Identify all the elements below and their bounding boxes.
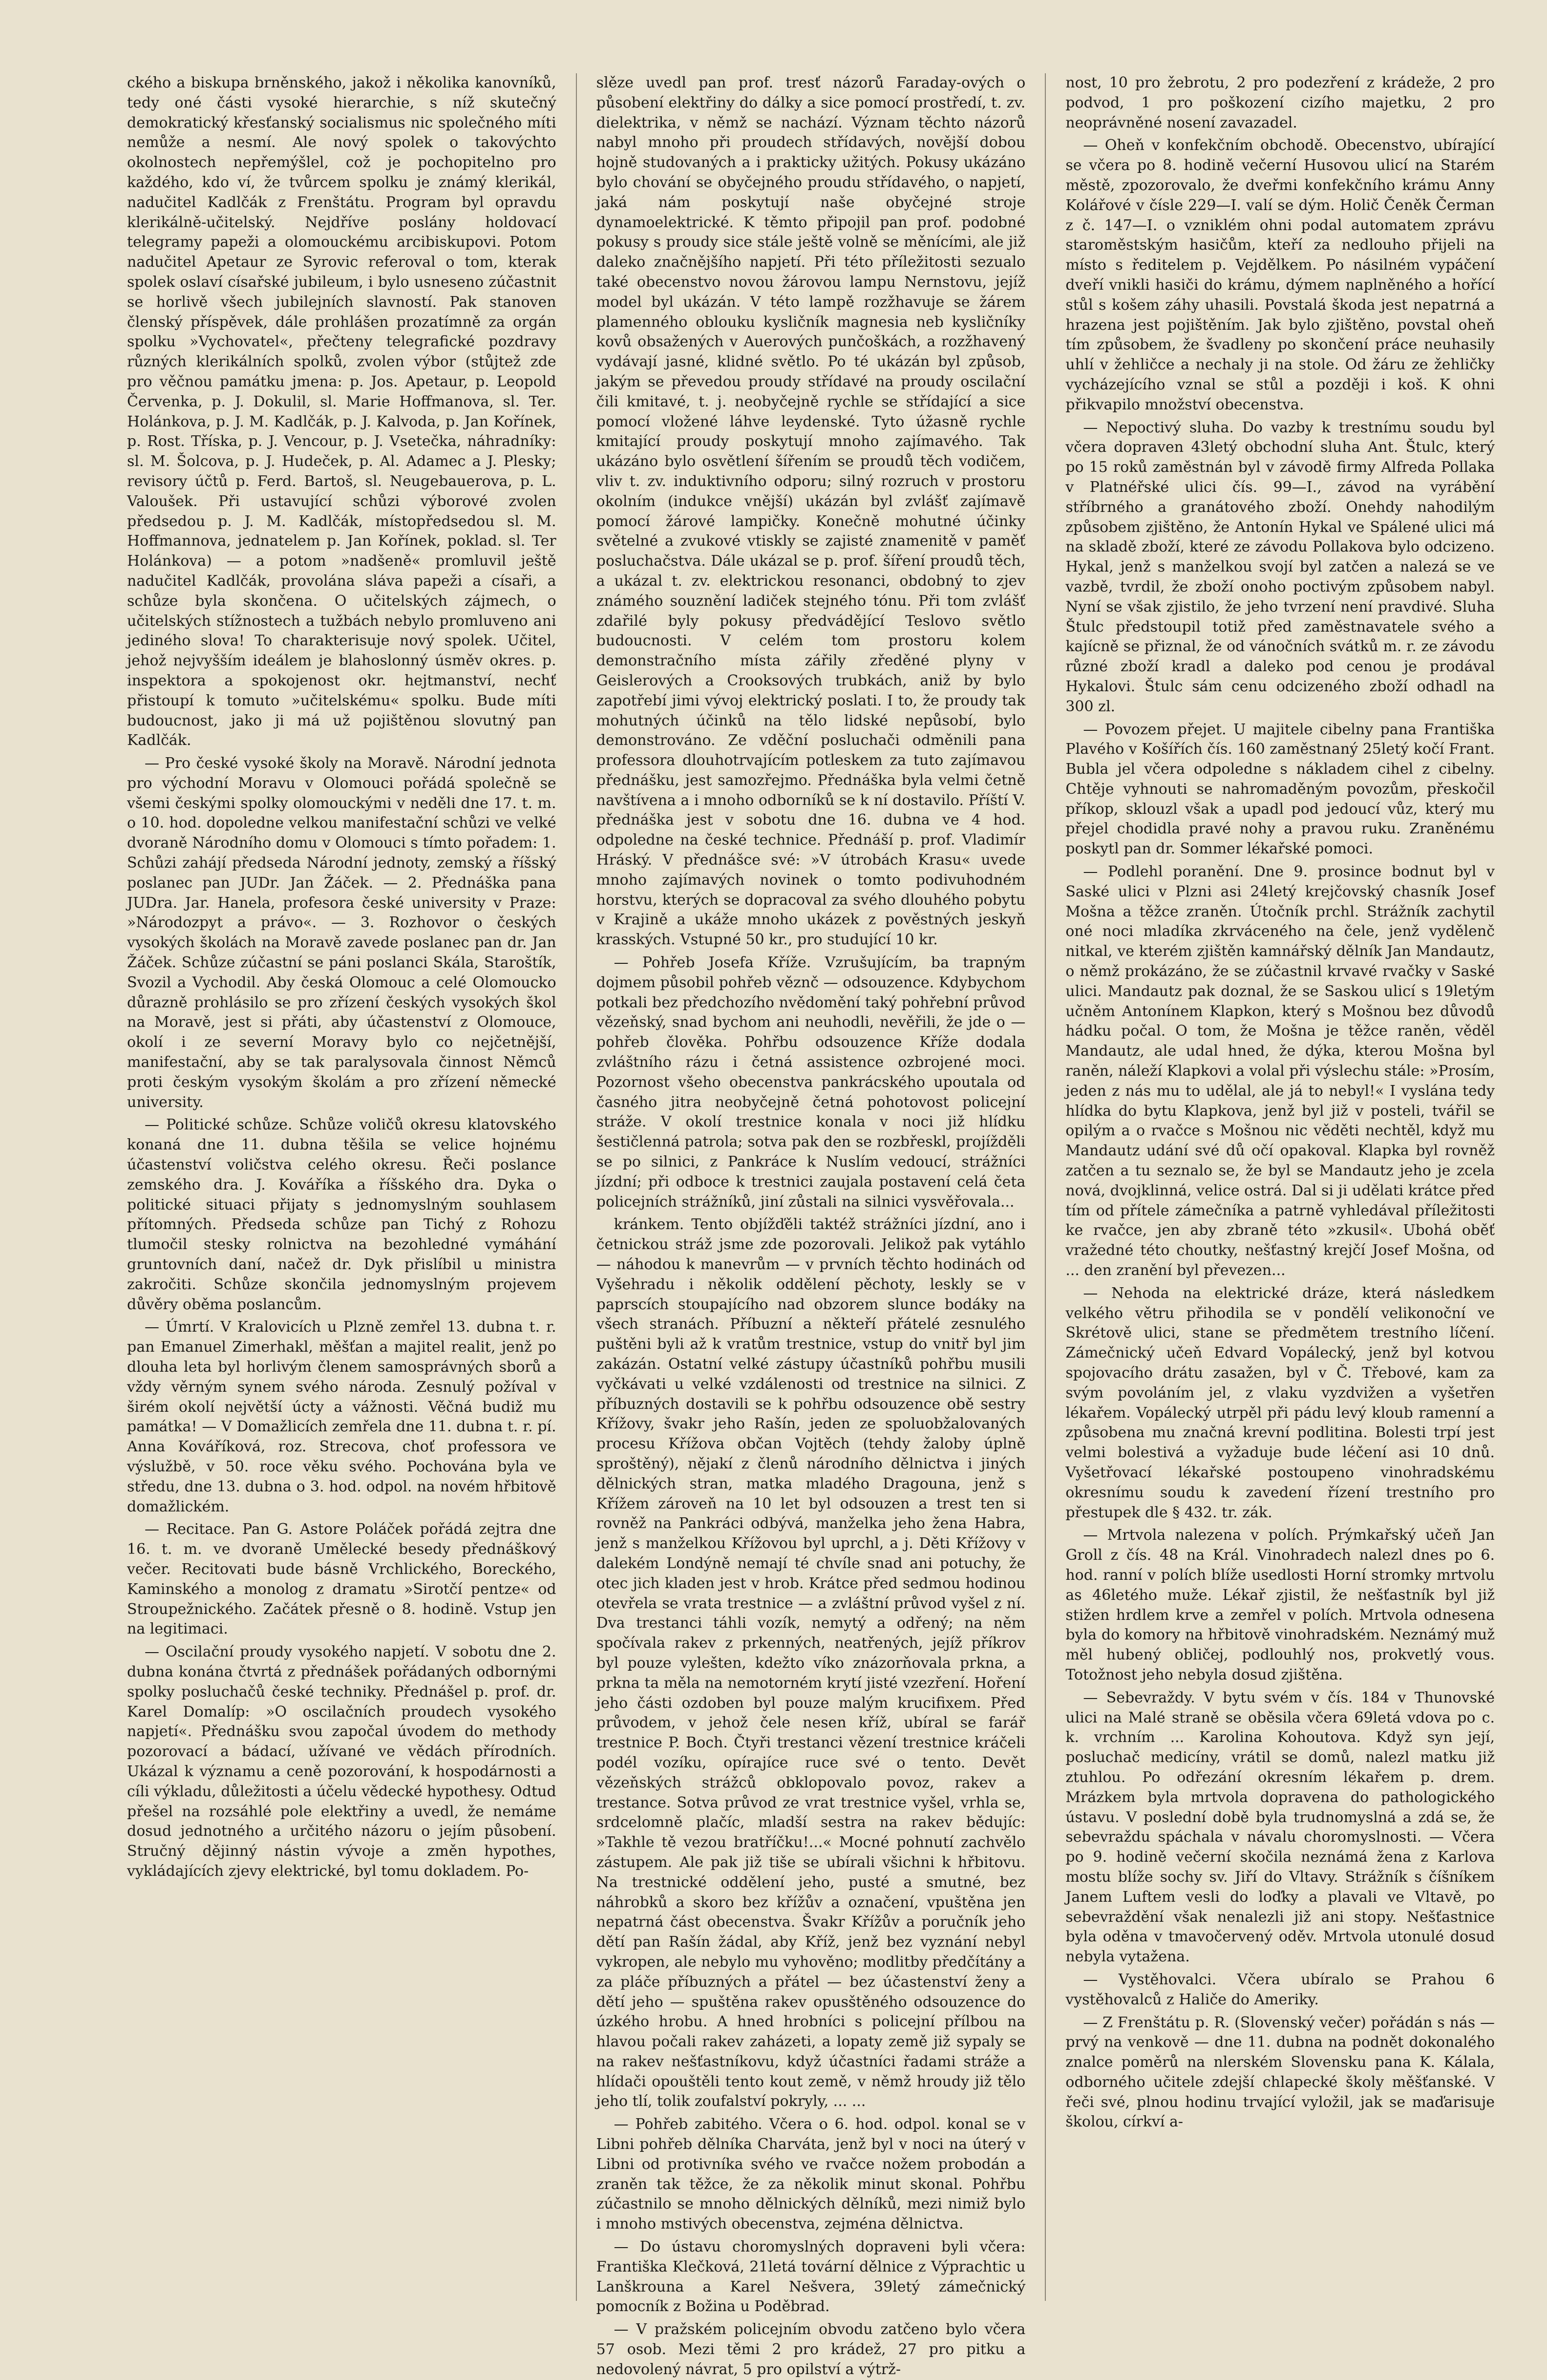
column-1: [127, 73, 556, 2301]
article-paragraph: kránkem. Tento objížďěli taktéž strážníci jízdní, ano i četnickou stráž jsme zde pozorovali. Jelikož pak vytáhlo — náhodou k manevrům — v prvních těchto hodinách od Vyšehradu i několik oddělení pěchoty, leskly se v paprscích stoupajícího nad obzorem slunce bodáky na všech stranách. Příbuzní a někteří přátelé zesnulého puštěni byli až k vratům trestnice, vstup do vnitř byl jim zakázán. Ostatní velké zástupy účastníků pohřbu musili vyčkávati u velké vzdálenosti od trestnice na silnici. Z příbuzných dostavili se k pohřbu odsouzence obě sestry Křížovy, švakr jeho Rašín, jeden ze spoluobžalovaných procesu Křížova občan Vojtěch (tehdy žaloby úplně sproštěný), nějakí z členů národního dělnictva i jiných dělnických stran, matka mladého Dragouna, jenž s Křížem zároveň na 10 let byl odsouzen a trest ten si rovněž na Pankráci odbývá, manželka jeho žena Habra, jenž s manželkou Křížovou byl uprchl, a j. Děti Křížovy v dalekém Londýně nemají té chvíle snad ani potuchy, že otec jich kladen jest v hrob. Krátce před sedmou hodinou otevřela se vrata trestnice — a zvláštní průvod vyšel z ní. Dva trestanci táhli vozík, nemytý a odřený; na něm spočívala rakev z prkenných, neatřených, jejíž příkrov byl pouze vylešten, kdežto víko znázorňovala prkna, a prkna ta měla na nemotorném krytí jisté vzezření. Hoření jeho části ozdoben byl pouze malým krucifixem. Před průvodem, v jehož čele nesen kříž, ubíral se farář trestnice P. Boch. Čtyři trestanci vězení trestnice kráčeli podél vozíku, opírajíce ruce své o tento. Devět vězeňských strážců obklopovalo povoz, rakev a trestance. Sotva průvod ze vrat trestnice vyšel, vrhla se, srdcelomně plačíc, mladší sestra na rakev bědujíc: »Takhle tě vezou bratříčku!...« Mocné pohnutí zachvělo zástupem. Ale pak již tiše se ubírali všichni k hřbitovu. Na trestnické oddělení jeho, pusté a smutné, bez náhrobků a skoro bez křížův a označení, vpuštěna jen nepatrná část obecenstva. Švakr Křížův a poručník jeho dětí pan Rašín žádal, aby Kříž, jenž bez vyznání nebyl vykropen, ale nebylo mu vyhověno; modlitby předčítány a za pláče příbuzných a přátel — bez účastenství ženy a dětí jeho — spuštěna rakev opusštěného odsouzence do úzkého hrobu. A hned hrobníci s policejní přílbou na hlavou počali rakev zaházeti, a lopaty země již sypaly se na rakev nešťastníkovu, když účastníci řadami stráže a hlídači opouštěli tento kout země, v němž hroudy již tělo jeho tlí, tolik zoufalství pokryly, ... ...: [596, 1216, 1026, 2110]
article-paragraph: — Oscilační proudy vysokého napjetí. V sobotu dne 2. dubna konána čtvrtá z přednášek pořádaných odbornými spolky posluchačů české techniky. Přednášel p. prof. dr. Karel Domalíp: »O oscilačních proudech vysokého napjetí«. Přednášku svou započal úvodem do methody pozorovací a bádací, užívané ve vědách přírodních. Ukázal k významu a ceně pozorování, k hospodárnosti a cíli výkladu, důležitosti a účelu vědecké hypothesy. Odtud přešel na rozsáhlé pole elektřiny a uvedl, že nemáme dosud jednotného a určitého názoru o jejím působení. Stručný dějinný nástin vývoje a změn hypothes, vykládajících zjevy elektrické, byl tomu dokladem. Po-: [127, 1643, 556, 1880]
column-divider: [576, 73, 577, 2301]
article-paragraph: — Mrtvola nalezena v polích. Prýmkařský učeň Jan Groll z čís. 48 na Král. Vinohradech nalezl dnes po 6. hod. ranní v polích blíže usedlosti Horní stromky mrtvolu as 46letého muže. Lékař zjistil, že nešťastník byl již stižen hrdlem krve a zemřel v polích. Mrtvola odnesena byla do komory na hřbitově vinohradském. Neznámý muž měl hubený obličej, podlouhlý nos, prokvetlý vous. Totožnost jeho nebyla dosud zjištěna.: [1065, 1527, 1495, 1683]
article-paragraph: — Povozem přejet. U majitele cibelny pana Františka Plavého v Košířích čís. 160 zaměstnaný 25letý kočí Frant. Bubla jel včera odpoledne s nákladem cihel z cibelny. Chtěje vyhnouti se nahromaděným povozům, přeskočil příkop, sklouzl však a upadl pod jedoucí vůz, který mu přejel chodidla pravé nohy a pravou ruku. Zraněnému poskytl pan dr. Sommer lékařské pomoci.: [1065, 721, 1495, 858]
article-paragraph: — Vystěhovalci. Včera ubíralo se Prahou 6 vystěhovalců z Haliče do Ameriky.: [1065, 1971, 1495, 2008]
article-paragraph: ckého a biskupa brněnského, jakož i několika kanovníků, tedy oné části vysoké hierarchie, s níž skutečný demokratický křesťanský socialismus nic společného míti nemůže a nesmí. Ale nový spolek o takovýchto okolnostech nepřemýšlel, což je pochopitelno pro každého, kdo ví, že tvůrcem spolku je známý klerikál, nadučitel Kadlčák z Frenštátu. Program byl opravdu klerikálně-učitelský. Nejdříve poslány holdovací telegramy papeži a olomouckému arcibiskupovi. Potom nadučitel Apetaur ze Syrovic referoval o tom, kterak spolek oslaví císařské jubileum, i bylo usneseno zúčastnit se horlivě všech jubilejních slavností. Pak stanoven členský příspěvek, dále prohlášen prozatímně za orgán spolku »Vychovatel«, přečteny telegrafické pozdravy různých klerikálních spolků, zvolen výbor (stůjtež zde pro věčnou památku jmena: p. Jos. Apetaur, p. Leopold Červenka, p. J. Dokulil, sl. Marie Hoffmanova, sl. Ter. Holánkova, p. J. M. Kadlčák, p. J. Kalvoda, p. Jan Kořínek, p. Rost. Tříska, p. J. Vencour, p. J. Vsetečka, náhradníky: sl. M. Šolcova, p. J. Hudeček, p. Al. Adamec a J. Plesky; revisory účtů p. Ferd. Bartoš, sl. Neugebauerova, p. L. Valoušek. Při ustavující schůzi výborové zvolen předsedou p. J. M. Kadlčák, místopředsedou sl. M. Hoffmannova, jednatelem p. Jan Kořínek, poklad. sl. Ter Holánkova) — a potom »nadšeně« promluvil ještě nadučitel Kadlčák, provolána sláva papeži a císaři, a schůze byla skončena. O učitelských zájmech, o učitelských stížnostech a tužbách nebylo promluveno ani jediného slova! To charakterisuje nový spolek. Učitel, jehož nejvyšším ideálem je blahoslonný úsměv okres. p. inspektora a spokojenost okr. hejtmanství, nechť přistoupí k tomuto »učitelskému« spolku. Bude míti budoucnost, jako ji má už pojištěnou slovutný pan Kadlčák.: [127, 74, 556, 749]
article-paragraph: — Oheň v konfekčním obchodě. Obecenstvo, ubírající se včera po 8. hodině večerní Husovou ulicí na Starém městě, zpozorovalo, že dveřmi konfekčního krámu Anny Kolářové v čísle 229—I. valí se dým. Holič Čeněk Čerman z č. 147—I. o vzniklém ohni podal automatem zprávu staroměstským hasičům, kteří za nedlouho přijeli na místo s ředitelem p. Vejdělkem. Po násilném vypáčení dveří vnikli hasiči do krámu, dýmem naplněného a hořící stůl s košem záhy uhasili. Povstalá škoda jest nepatrná a hrazena jest pojištěním. Jak bylo zjištěno, povstal oheň tím způsobem, že švadleny po skončení práce neuhasily uhlí v žehličce a nechaly ji na stole. Od žáru ze žehličky vycházejícího vznal se stůl a později i koš. K ohni přikvapilo množství obecenstva.: [1065, 137, 1495, 413]
article-paragraph: — Podlehl poranění. Dne 9. prosince bodnut byl v Saské ulici v Plzni asi 24letý krejčovský chasník Josef Mošna a těžce zraněn. Útočník prchl. Strážník zachytil oné noci mladíka zkrváceného na čele, jenž vydělenč nitkal, ve kterém zjištěn kamnářský dělník Jan Mandautz, o němž prokázáno, že se zúčastnil krvavé rvačky v Saské ulici. Mandautz pak doznal, že se Saskou ulicí s 19letým učněm Antonínem Klapkon, který s Mošnou bez důvodů hádku počal. O tom, že Mošna je těžce raněn, věděl Mandautz, ale udal hned, že dýka, kterou Mošna byl raněn, náleží Klapkovi a volal při výslechu stále: »Prosím, jeden z nás mu to udělal, ale já to nebyl!« I vyslána tedy hlídka do bytu Klapkova, jenž byl již v posteli, tvářil se opilým a o rvačce s Mošnou nic věděti nechtěl, když mu Mandautz udání své dů očí opakoval. Klapka byl rovněž zatčen a tu seznalo se, že byl se Mandautz jeho je zcela nová, dvojklinná, velice ostrá. Dal si ji udělati krátce před tím od přítele zámečníka a patrně vyhledával příležitosti ke rvačce, jen aby zbraně této »zkusil«. Ubohá oběť vražedné této choutky, nešťastný krejčí Josef Mošna, od ... den zranění byl převezen...: [1065, 863, 1495, 1279]
article-paragraph: — Recitace. Pan G. Astore Poláček pořádá zejtra dne 16. t. m. ve dvoraně Umělecké besedy přednáškový večer. Recitovati bude básně Vrchlického, Boreckého, Kaminského a monolog z dramatu »Sirotčí pentze« od Stroupežnického. Začátek přesně o 8. hodině. Vstup jen na legitimaci.: [127, 1521, 556, 1638]
article-paragraph: — Pohřeb Josefa Kříže. Vzrušujícím, ba trapným dojmem působil pohřeb věznč — odsouzence. Kdybychom potkali bez předchozího nvědomění taký pohřební průvod vězeňský, snad bychom ani neuhodli, nevěřili, že jde o — pohřeb člověka. Pohřbu odsouzence Kříže dodala zvláštního rázu i četná assistence ozbrojené moci. Pozornost všeho obecenstva pankrácského upoutala od časného jitra neobyčejně četná pohotovost policejní stráže. V okolí trestnice konala v noci již hlídku šestičlenná patrola; sotva pak den se rozbřeskl, projížděli se po silnici, z Pankráce k Nuslím vedoucí, strážníci jízdní; při odboce k trestnici zaujala postavení celá četa policejních strážníků, jiní zůstali na silnici vysvěřovala...: [596, 954, 1026, 1211]
column-divider: [1045, 73, 1046, 2301]
article-paragraph: — Sebevraždy. V bytu svém v čís. 184 v Thunovské ulici na Malé straně se oběsila včera 69letá vdova po c. k. vrchním ... Karolina Kohoutova. Když syn její, posluchač medicíny, vrátil se domů, nalezl matku již ztuhlou. Po odřezání okresním lékařem p. drem. Mrázkem byla mrtvola dopravena do pathologického ústavu. V poslední době byla trudnomyslná a zdá se, že sebevraždu spáchala v návalu choromyslnosti. — Včera po 9. hodině večerní skočila neznámá žena z Karlova mostu blíže sochy sv. Jiří do Vltavy. Strážník s číšníkem Janem Luftem vesli do loďky a plavali ve Vltavě, po sebevraždění však nenalezli již ani stopy. Nešťastnice byla oděna v tmavočervený oděv. Mrtvola utonulé dosud nebyla vytažena.: [1065, 1689, 1495, 1966]
article-paragraph: — Do ústavu choromyslných dopraveni byli včera: Františka Klečková, 21letá tovární dělnice z Výprachtic u Lanškrouna a Karel Nešvera, 39letý zámečnický pomocník z Božina u Poděbrad.: [596, 2238, 1026, 2316]
article-paragraph: — Pohřeb zabitého. Včera o 6. hod. odpol. konal se v Libni pohřeb dělníka Charváta, jenž byl v noci na úterý v Libni od protivníka svého ve rvačce nožem probodán a zraněn tak těžce, že za několik minut skonal. Pohřbu zúčastnilo se mnoho dělnických dělníků, mezi nimiž bylo i mnoho mstivých obecenstva, zejména dělnictva.: [596, 2116, 1026, 2233]
article-paragraph: — Pro české vysoké školy na Moravě. Národní jednota pro východní Moravu v Olomouci pořádá společně se všemi českými spolky olomouckými v neděli dne 17. t. m. o 10. hod. dopoledne velkou manifestační schůzi ve velké dvoraně Národního domu v Olomouci s tímto pořadem: 1. Schůzi zahájí předseda Národní jednoty, zemský a říšský poslanec pan JUDr. Jan Žáček. — 2. Přednáška pana JUDra. Jar. Hanela, profesora české university v Praze: »Národozpyt a právo«. — 3. Rozhovor o českých vysokých školách na Moravě zavede poslanec pan dr. Jan Žáček. Schůze zúčastní se páni poslanci Skála, Staroštík, Svozil a Vychodil. Aby česká Olomouc a celé Olomoucko důrazně prohlásilo se pro zřízení českých vysokých škol na Moravě, jest si přáti, aby účastenství z Olomouce, okolí i ze severní Moravy bylo co nejčetnější, manifestační, aby se tak paralysovala činnost Němců proti českým vysokým školám a pro zřízení německé university.: [127, 755, 556, 1111]
article-paragraph: — Nepoctivý sluha. Do vazby k trestnímu soudu byl včera dopraven 43letý obchodní sluha Ant. Štulc, který po 15 roků zaměstnán byl v závodě firmy Alfreda Pollaka v Platnéřské ulici čís. 99—I., závod na vyrábění stříbrného a granátového zboží. Onehdy nahodilým způsobem zjištěno, že Antonín Hykal ve Spálené ulici má na skladě zboží, které ze závodu Pollakova bylo odcizeno. Hykal, jenž s manželkou svojí byl zatčen a nalezá se ve vazbě, tvrdil, že zboží onoho poctivým způsobem nabyl. Nyní se však zjistilo, že jeho tvrzení není pravdivé. Sluha Štulc předstoupil totiž před zaměstnavatele svého a kajícně se přiznal, že od vánočních svátků m. r. ze závodu různé zboží kradl a daleko pod cenou je prodával Hykalovi. Štulc sám cenu odcizeného zboží odhadl na 300 zl.: [1065, 419, 1495, 715]
article-paragraph: — V pražském policejním obvodu zatčeno bylo včera 57 osob. Mezi těmi 2 pro krádež, 27 pro pitku a nedovolený návrat, 5 pro opilství a výtrž-: [596, 2321, 1026, 2378]
article-paragraph: — Nehoda na elektrické dráze, která následkem velkého větru přihodila se v pondělí velikonoční ve Skrétově ulici, stane se předmětem trestního líčení. Zámečnický učeň Edvard Vopálecký, jenž byl kotvou spojovacího drátu zasažen, byl v Č. Třebové, kam za svým povoláním jel, z vlaku vyzdvižen a vyšetřen lékařem. Vopálecký utrpěl při pádu levý kloub ramenní a způsobena mu značná krevní podlitina. Bolesti trpí jest velmi bolestivá a vyžaduje bude léčení asi 10 dnů. Vyšetřovací lékařské postoupeno vinohradskému okresnímu soudu k zavedení řízení trestního pro přestupek dle § 432. tr. zák.: [1065, 1284, 1495, 1521]
article-paragraph: — Úmrtí. V Kralovicích u Plzně zemřel 13. dubna t. r. pan Emanuel Zimerhakl, měšťan a majitel realit, jenž po dlouha leta byl horlivým členem samosprávných sborů a vždy věrným synem svého národa. Zesnulý požíval v širém okolí největší úcty a vážnosti. Věčná budiž mu památka! — V Domažlicích zemřela dne 11. dubna t. r. pí. Anna Kováříková, roz. Strecova, choť professora ve výslužbě, v 50. roce věku svého. Pochována byla ve středu, dne 13. dubna o 3. hod. odpol. na novém hřbitově domažlickém.: [127, 1318, 556, 1515]
article-paragraph: slěze uvedl pan prof. tresť názorů Faraday-ových o působení elektřiny do dálky a sice pomocí prostředí, t. zv. dielektrika, v němž se nachází. Význam těchto názorů nabyl mnoho při proudech střídavých, novější dobou hojně studovaných a i prakticky užitých. Pokusy ukázáno bylo chování se obyčejného proudu střídavého, o napjetí, jaká nám poskytují naše obyčejné stroje dynamoelektrické. K těmto připojil pan prof. podobné pokusy s proudy sice stále ještě volně se měnícími, ale již daleko značnějšího napjetí. Při této příležitosti sezualo také obecenstvo novou žárovou lampu Nernstovu, jejíž model byl ukázán. V této lampě rozžhavuje se žárem plamenného oblouku kysličník magnesia neb kysličníky kovů obsažených v Auerových punčoškách, a rozžhavený vydávají jasné, klidné světlo. Po té ukázán byl způsob, jakým se převedou proudy střídavé na proudy oscilační čili kmitavé, t. j. neobyčejně rychle se střídající a sice pomocí vložené láhve leydenské. Tyto úžasně rychle kmitající proudy poskytují mnoho zajímavého. Tak ukázáno bylo osvětlení šířením se proudů těch vodičem, vliv t. zv. induktivního odporu; silný rozruch v prostoru okolním (indukce vnější) ukázán byl zvlášť zajímavě pomocí žárové lampičky. Konečně mohutné účinky světelné a zvukové vtiskly se zajisté znamenitě v paměť posluchačstva. Dále ukázal se p. prof. šíření proudů těch, a ukázal t. zv. elektrickou resonanci, obdobný to zjev známého souznění ladiček stejného tónu. Při tom zvlášť zdařilé byly pokusy předvádějící Teslovo světlo budoucnosti. V celém tom prostoru kolem demonstračního místa zářily zředěné plyny v Geislerových a Crooksových trubkách, aniž by bylo zapotřebí jimi vývoj elektrický poslati. I to, že proudy tak mohutných účinků na tělo lidské nepůsobí, bylo demonstrováno. Ze vděční posluchači odměnili pana professora dlouhotrvajícím potleskem za tuto zajímavou přednášku, jest samozřejmo. Přednáška byla velmi četně navštívena a i mnoho odborníků se k ní dostavilo. Příští V. přednáška jest v sobotu dne 16. dubna ve 4 hod. odpoledne na české technice. Přednáší p. prof. Vladimír Hráský. V přednášce své: »V útrobách Krasu« uvede mnoho zajímavých novinek o tomto podivuhodném horstvu, kterých se dopracoval za svého dlouhého pobytu v Krajině a ukáže mnoho ukázek z pověstných jeskyň krasských. Vstupné 50 kr., pro studující 10 kr.: [596, 74, 1026, 949]
article-paragraph: nost, 10 pro žebrotu, 2 pro podezření z krádeže, 2 pro podvod, 1 pro poškození cizího majetku, 2 pro neoprávněné nosení zavazadel.: [1065, 74, 1495, 131]
article-paragraph: — Z Frenštátu p. R. (Slovenský večer) pořádán s nás — prvý na venkově — dne 11. dubna na podnět dokonalého znalce poměrů na nlerském Slovensku pana K. Kálala, odborného učitele zdejší chlapecké školy měšťanské. V řeči své, plnou hodinu trvající vyložil, jak se maďarisuje školou, církví a-: [1065, 2014, 1495, 2131]
article-paragraph: — Politické schůze. Schůze voličů okresu klatovského konaná dne 11. dubna těšila se velice hojnému účastenství voličstva celého okresu. Řeči poslance zemského dra. J. Kováříka a říšského dra. Dyka o politické situaci přijaty s jednomyslným souhlasem přítomných. Předseda schůze pan Tichý z Rohozu tlumočil stesky rolnictva na bezohledné vymáhání gruntovních daní, načež dr. Dyk přislíbil u ministra zakročiti. Schůze skončila jednomyslným projevem důvěry oběma poslancům.: [127, 1116, 556, 1313]
column-2: [596, 73, 1026, 2378]
newspaper-page: [127, 73, 1495, 2378]
column-3: [1065, 73, 1495, 2301]
